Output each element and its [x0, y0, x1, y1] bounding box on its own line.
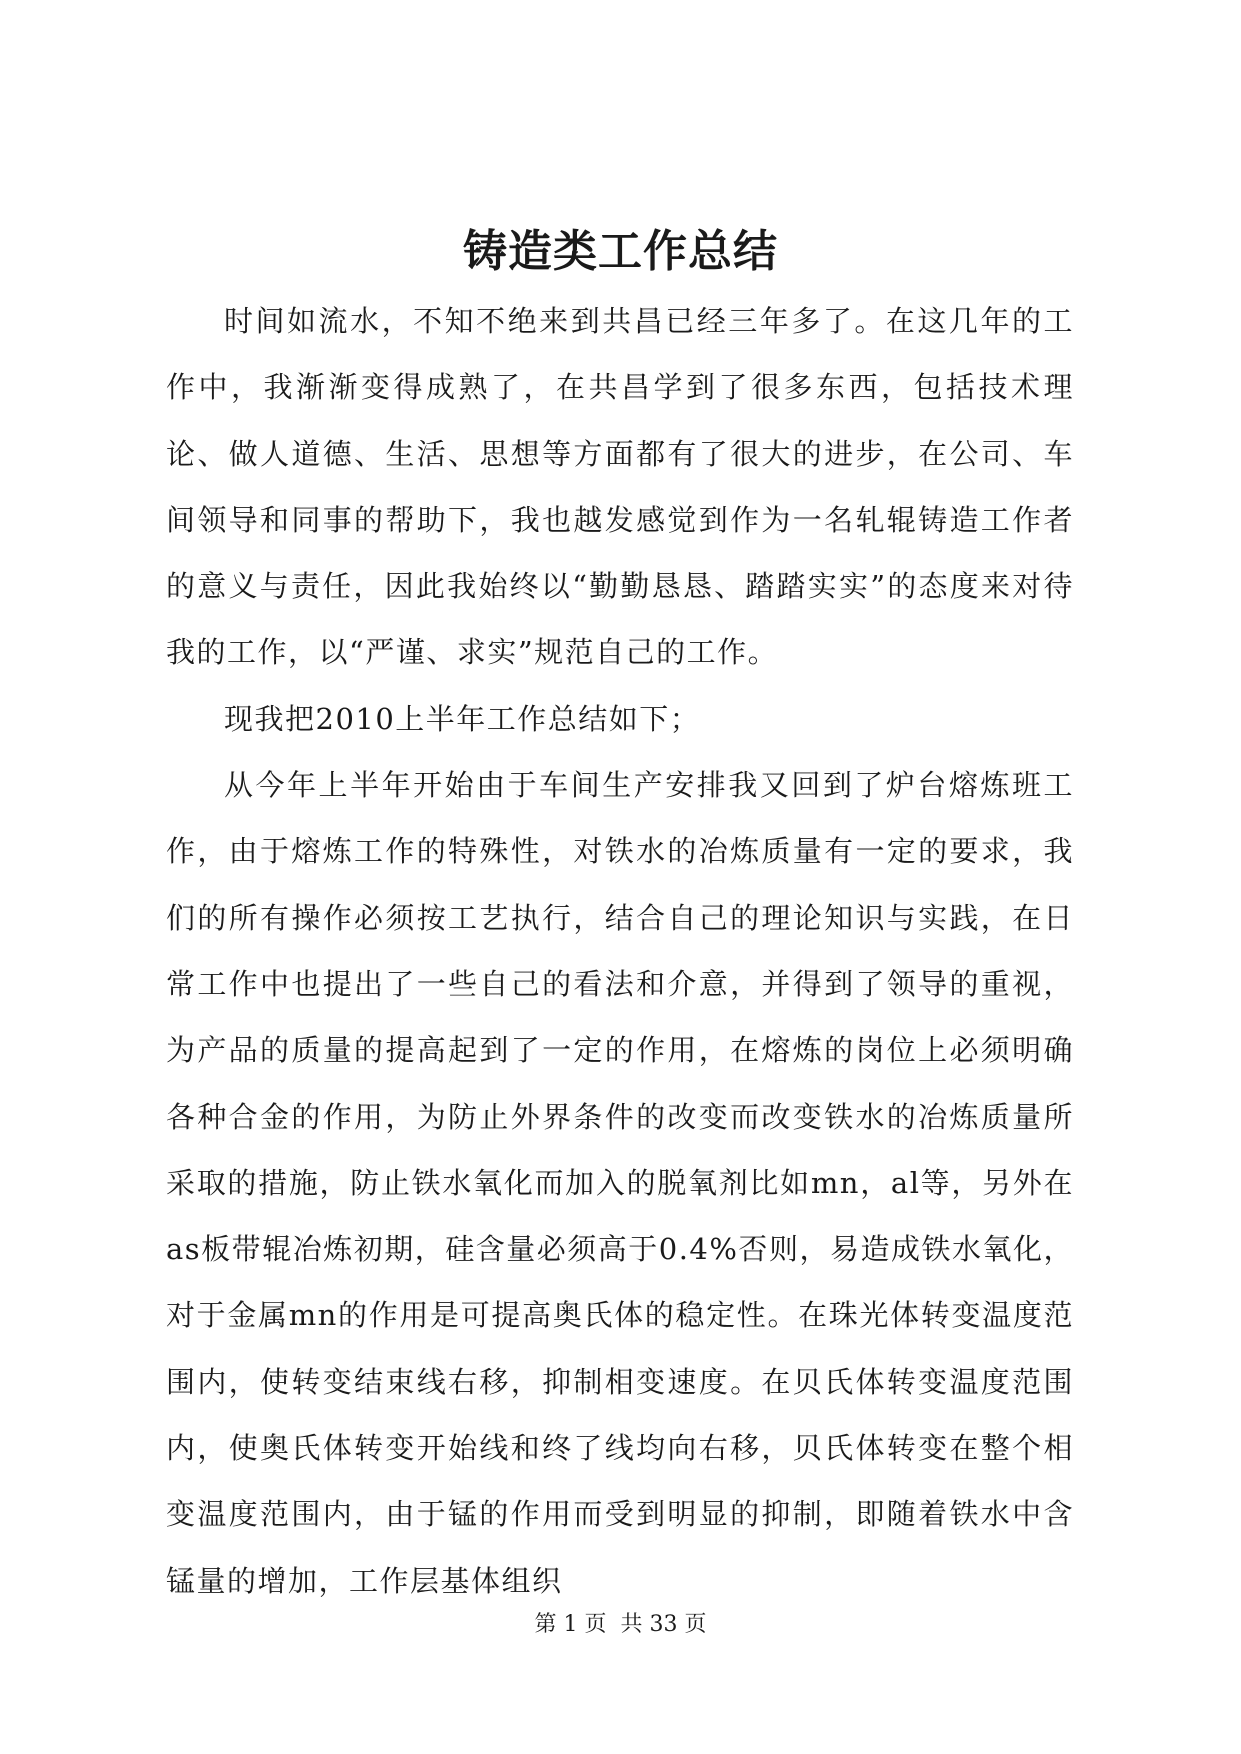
- paragraph-summary-lead: 现我把2010上半年工作总结如下；: [224, 701, 701, 736]
- paragraph-smelting-work: 从今年上半年开始由于车间生产安排我又回到了炉台熔炼班工作，由于熔炼工作的特殊性，对铁水的冶炼质量有一定的要求，我们的所有操作必须按工艺执行，结合自己的理论知识与实践，在日常工作中也提出了一些自己的看法和介意，并得到了领导的重视，为产品的质量的提高起到了一定的作用，在熔炼的岗位上必须明确各种合金的作用，为防止外界条件的改变而改变铁水的冶炼质量所采取的措施，防止铁水氧化而加入的脱氧剂比如mn，al等，另外在as板带辊冶炼初期，硅含量必须高于0.4%否则，易造成铁水氧化，对于金属mn的作用是可提高奥氏体的稳定性。在珠光体转变温度范围内，使转变结束线右移，抑制相变速度。在贝氏体转变温度范围内，使奥氏体转变开始线和终了线均向右移，贝氏体转变在整个相变温度范围内，由于锰的作用而受到明显的抑制，即随着铁水中含锰量的增加，工作层基体组织: [166, 768, 1074, 1598]
- paragraph-intro: 时间如流水，不知不绝来到共昌已经三年多了。在这几年的工作中，我渐渐变得成熟了，在共昌学到了很多东西，包括技术理论、做人道德、生活、思想等方面都有了很大的进步，在公司、车间领导和同事的帮助下，我也越发感觉到作为一名轧辊铸造工作者的意义与责任，因此我始终以“勤勤恳恳、踏踏实实”的态度来对待我的工作，以“严谨、求实”规范自己的工作。: [166, 304, 1074, 670]
- page-number-label: 第 1 页 共 33 页: [534, 1612, 707, 1637]
- document-body: [166, 288, 1074, 1614]
- page-footer: [0, 1610, 1241, 1640]
- document-title: 铸造类工作总结: [463, 226, 778, 277]
